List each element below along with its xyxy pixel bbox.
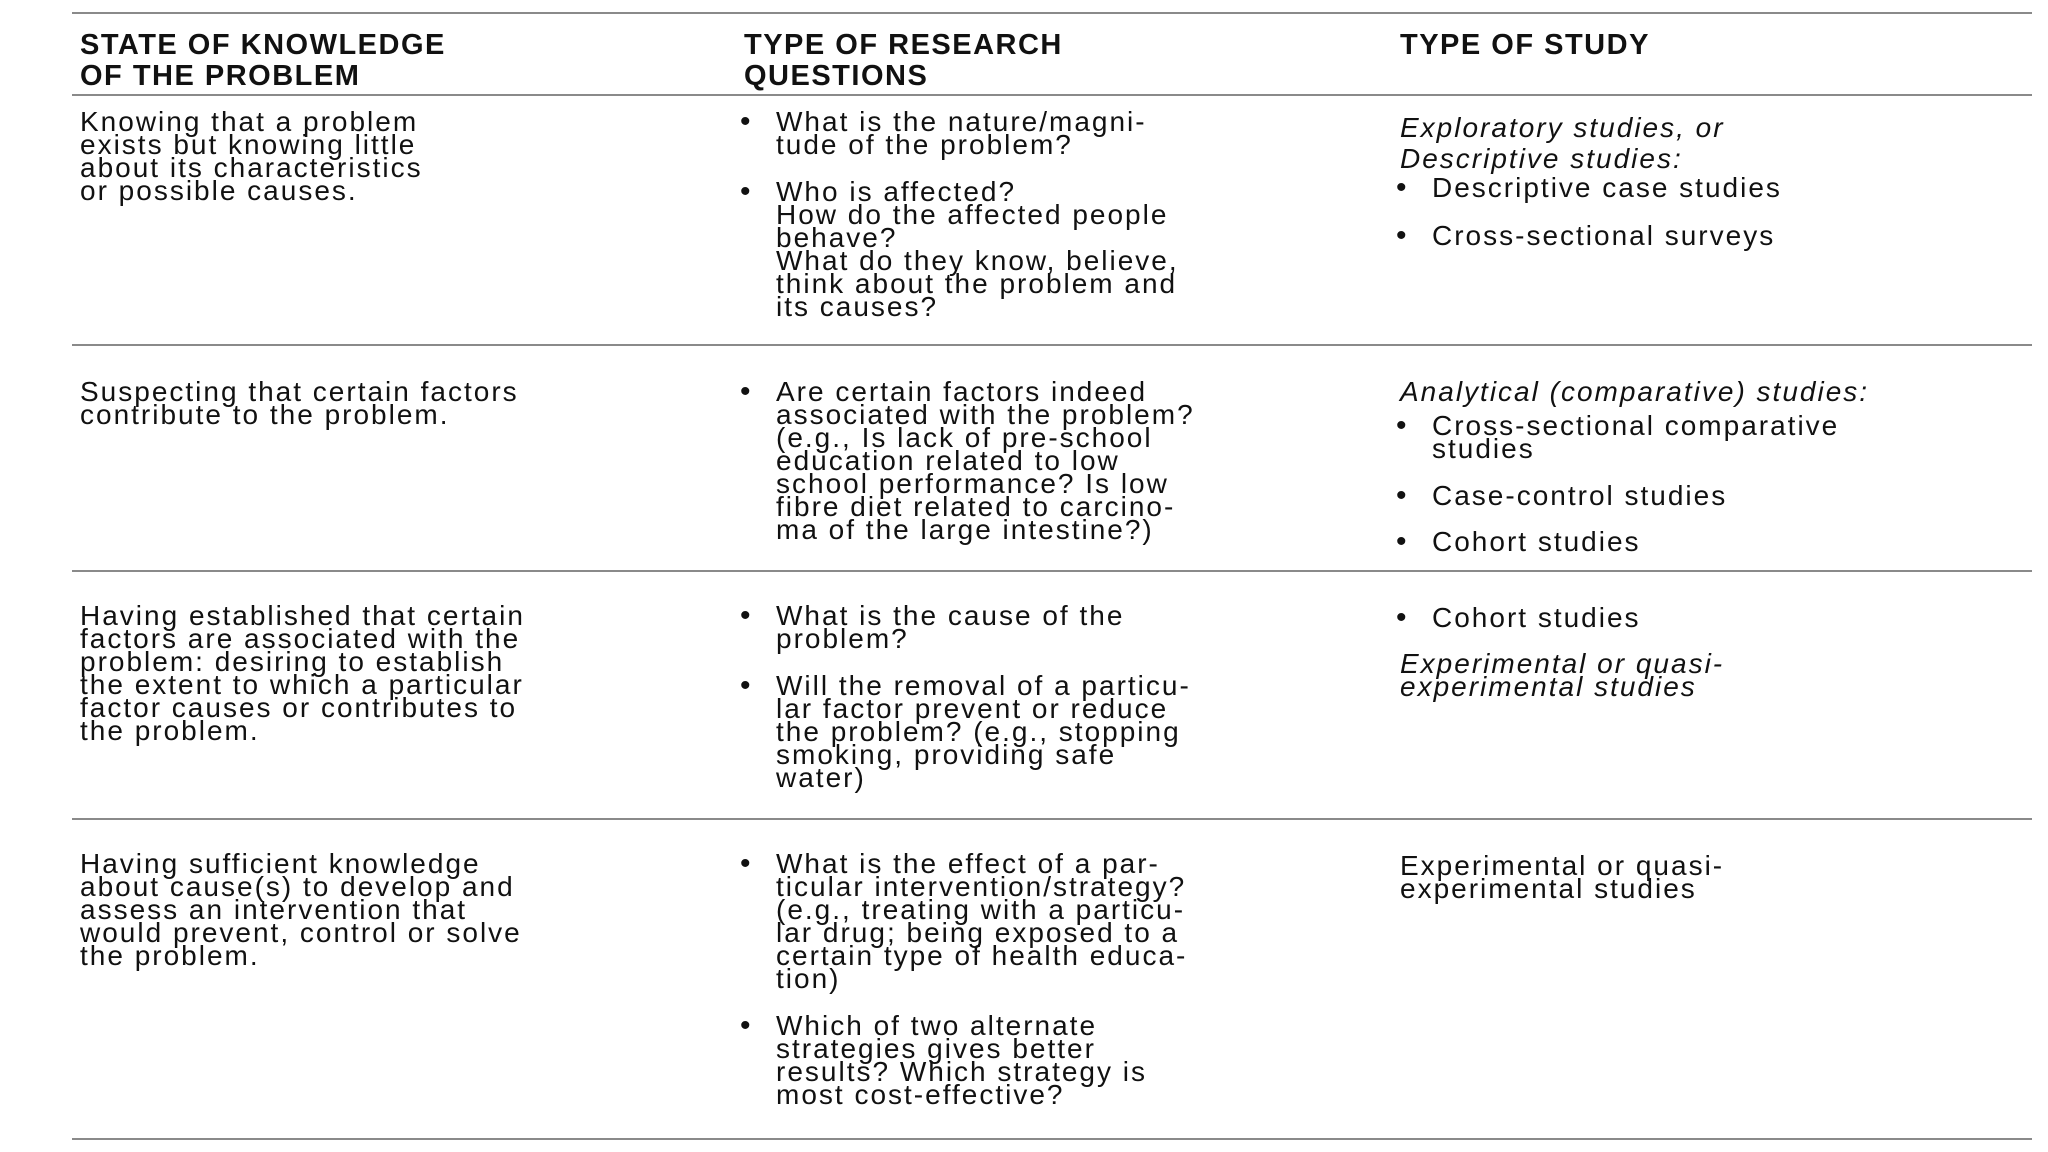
row2-q1-bullet: •	[740, 375, 751, 408]
row3-knowledge: Having established that certain factors are associated with the problem: desiring to establish the extent to which a particular factor causes or contributes to the problem.	[80, 600, 525, 746]
row3-question-1: What is the cause of the problem?	[776, 600, 1125, 654]
header-type-of-study: TYPE OF STUDY	[1400, 29, 1650, 61]
row1-bottom-rule	[72, 344, 2032, 346]
row3-question-2: Will the removal of a particu- lar factor prevent or reduce the problem? (e.g., stopping smoking, providing safe water)	[776, 670, 1191, 793]
row4-knowledge: Having sufficient knowledge about cause(s) to develop and assess an intervention that would prevent, control or solve the problem.	[80, 848, 522, 971]
row2-study1-bullet: •	[1396, 409, 1407, 442]
row1-question-1: What is the nature/magni- tude of the problem?	[776, 106, 1147, 160]
row2-study3-bullet: •	[1396, 525, 1407, 558]
row3-q2-bullet: •	[740, 669, 751, 702]
row1-knowledge: Knowing that a problem exists but knowing little about its characteristics or possible causes.	[80, 106, 423, 206]
row3-study1-bullet: •	[1396, 601, 1407, 634]
row1-study-heading: Exploratory studies, or Descriptive studies:	[1400, 112, 1725, 174]
row2-study-item-1: Cross-sectional comparative studies	[1432, 410, 1840, 464]
row2-question-1: Are certain factors indeed associated with the problem? (e.g., Is lack of pre-school education related to low school performance? Is low fibre diet related to carcino- ma of the large intestine?)	[776, 376, 1195, 545]
table-top-rule	[72, 12, 2032, 14]
row3-q1-bullet: •	[740, 599, 751, 632]
row1-study-item-1: Descriptive case studies	[1432, 172, 1782, 203]
row4-study-plain: Experimental or quasi- experimental studies	[1400, 850, 1725, 904]
row4-q2-bullet: •	[740, 1009, 751, 1042]
row1-question-2: Who is affected? How do the affected people behave? What do they know, believe, think about the problem and its causes?	[776, 176, 1179, 322]
row1-study2-bullet: •	[1396, 219, 1407, 252]
row4-question-2: Which of two alternate strategies gives better results? Which strategy is most cost-effective?	[776, 1010, 1147, 1110]
row3-study-heading: Experimental or quasi- experimental studies	[1400, 648, 1725, 702]
row2-knowledge: Suspecting that certain factors contribute to the problem.	[80, 376, 519, 430]
row4-q1-bullet: •	[740, 847, 751, 880]
row3-study-item-1: Cohort studies	[1432, 602, 1641, 633]
row2-study-item-2: Case-control studies	[1432, 480, 1728, 511]
row2-study2-bullet: •	[1396, 479, 1407, 512]
row1-study-item-2: Cross-sectional surveys	[1432, 220, 1776, 251]
row1-q1-bullet: •	[740, 105, 751, 138]
row2-study-item-3: Cohort studies	[1432, 526, 1641, 557]
header-research-questions: TYPE OF RESEARCH QUESTIONS	[744, 29, 1063, 92]
row4-question-1: What is the effect of a par- ticular intervention/strategy? (e.g., treating with a particu- lar drug; being exposed to a certain type of health educa- tion)	[776, 848, 1188, 994]
table-bottom-rule	[72, 1138, 2032, 1140]
header-state-of-knowledge: STATE OF KNOWLEDGE OF THE PROBLEM	[80, 29, 446, 92]
row1-q2-bullet: •	[740, 175, 751, 208]
row2-study-heading: Analytical (comparative) studies:	[1400, 376, 1870, 407]
row3-bottom-rule	[72, 818, 2032, 820]
header-bottom-rule	[72, 94, 2032, 96]
row2-bottom-rule	[72, 570, 2032, 572]
row1-study1-bullet: •	[1396, 171, 1407, 204]
